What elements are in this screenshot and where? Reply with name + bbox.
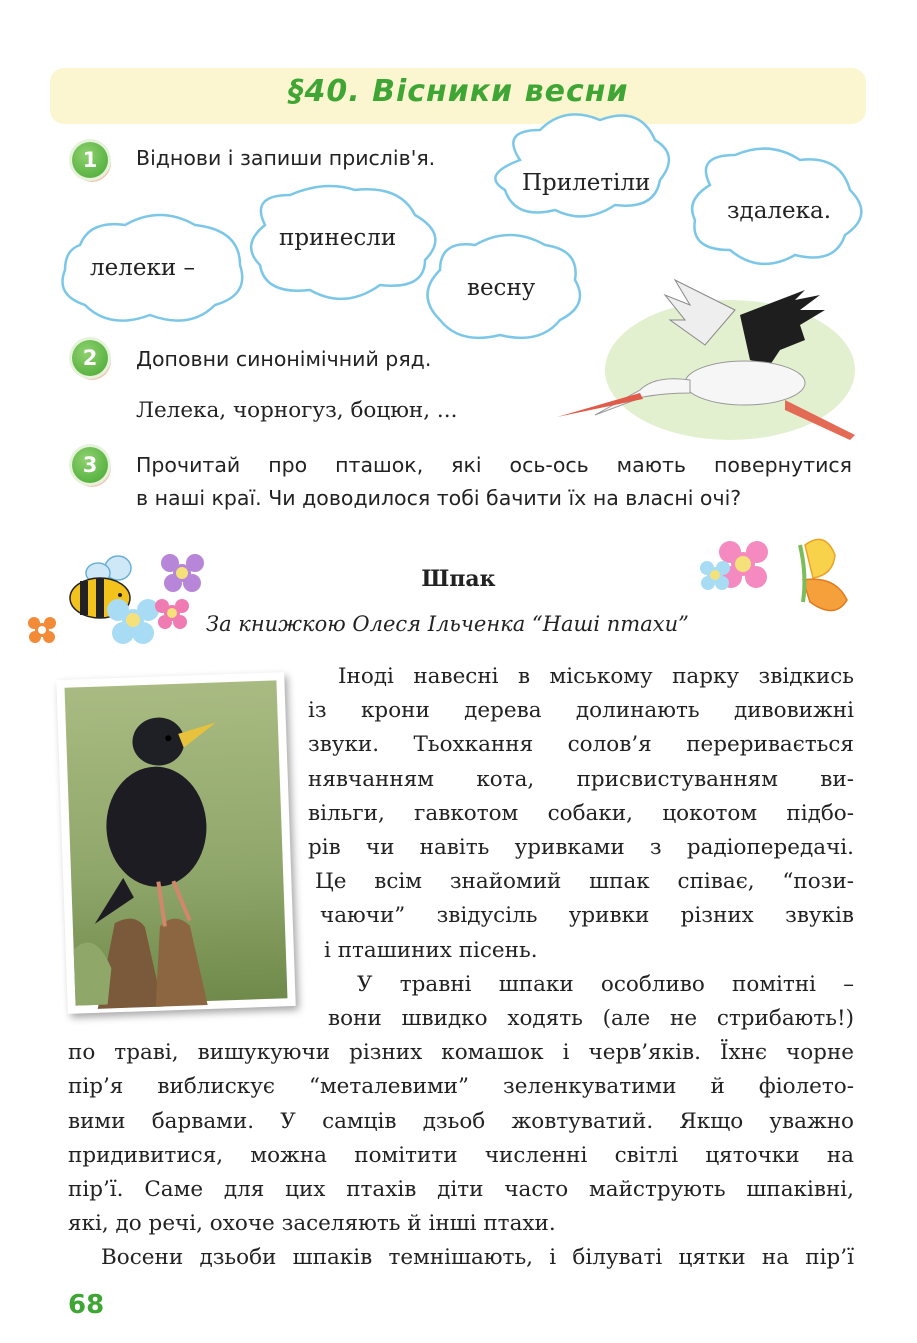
flower-icon <box>107 599 159 644</box>
task-1-text: Віднови і запиши прислів'я. <box>136 146 436 170</box>
task-2-text: Доповни синонімічний ряд. <box>136 347 432 371</box>
starling-image <box>56 672 296 1014</box>
cloud-word-5: весну <box>467 275 536 301</box>
story-line: пір’ї. Саме для цих птахів діти часто майструють шпаківні, <box>68 1177 854 1202</box>
page-number: 68 <box>68 1290 105 1320</box>
task-3-text-line-2: в наші краї. Чи доводилося тобі бачити їх на власні очі? <box>136 486 742 510</box>
story-line: які, до речі, охоче заселяють й інші птахи. <box>68 1211 556 1237</box>
story-line: нявчанням кота, присвистуванням ви- <box>308 766 854 792</box>
story-line: У травні шпаки особливо помітні – <box>357 971 854 997</box>
story-line: звуки. Тьохкання солов’я переривається <box>308 732 854 758</box>
cloud-word-1: Прилетіли <box>522 170 651 196</box>
flower-icon <box>28 617 56 643</box>
story-title: Шпак <box>421 566 496 592</box>
task-number-3: 3 <box>72 447 108 483</box>
flower-icon <box>155 599 189 629</box>
story-line: придивитися, можна помітити численні світлі цяточки на <box>68 1142 854 1168</box>
cloud-1 <box>495 114 669 216</box>
stork-illustration <box>555 265 865 450</box>
story-line: вими барвами. У самців дзьоб жовтуватий. Якщо уважно <box>68 1108 854 1134</box>
story-source: За книжкою Олеся Ільченка “Наші птахи” <box>206 612 689 636</box>
story-line: по траві, вишукуючи різних комашок і черв’яків. Їхнє чорне <box>68 1040 854 1066</box>
story-line: Восени дзьоби шпаків темнішають, і білуваті цятки на пір’ї <box>101 1245 854 1271</box>
story-line: чаючи” звідусіль уривки різних звуків <box>320 903 854 929</box>
story-line: і пташиних пісень. <box>324 937 538 963</box>
cloud-word-4: лелеки – <box>90 255 195 281</box>
cloud-word-2: здалека. <box>727 198 832 224</box>
starling-photo <box>56 672 296 1014</box>
task-number-2: 2 <box>72 340 108 376</box>
story-line: вільги, гавкотом собаки, цокотом підбо- <box>308 800 854 826</box>
cloud-word-3: принесли <box>279 225 397 251</box>
task-2-answer: Лелека, чорногуз, боцюн, ... <box>136 398 458 423</box>
page-title: §40. Вісники весни <box>288 74 629 109</box>
task-number-1: 1 <box>72 142 108 178</box>
story-line: рів чи навіть уривками з радіопередачі. <box>308 835 854 860</box>
story-line: із крони дерева долинають дивовижні <box>308 698 854 724</box>
story-line: Це всім знайомий шпак співає, “пози- <box>315 869 854 895</box>
task-3-text-line-1: Прочитай про пташок, які ось-ось мають повернутися <box>136 453 852 477</box>
story-line: Іноді навесні в міському парку звідкись <box>338 664 854 689</box>
bee-and-flowers-decoration <box>20 525 220 660</box>
story-line: пір’я виблискує “металевими” зеленкуватими й фіолето- <box>68 1074 854 1100</box>
story-line: вони швидко ходять (але не стрибають!) <box>328 1006 854 1031</box>
